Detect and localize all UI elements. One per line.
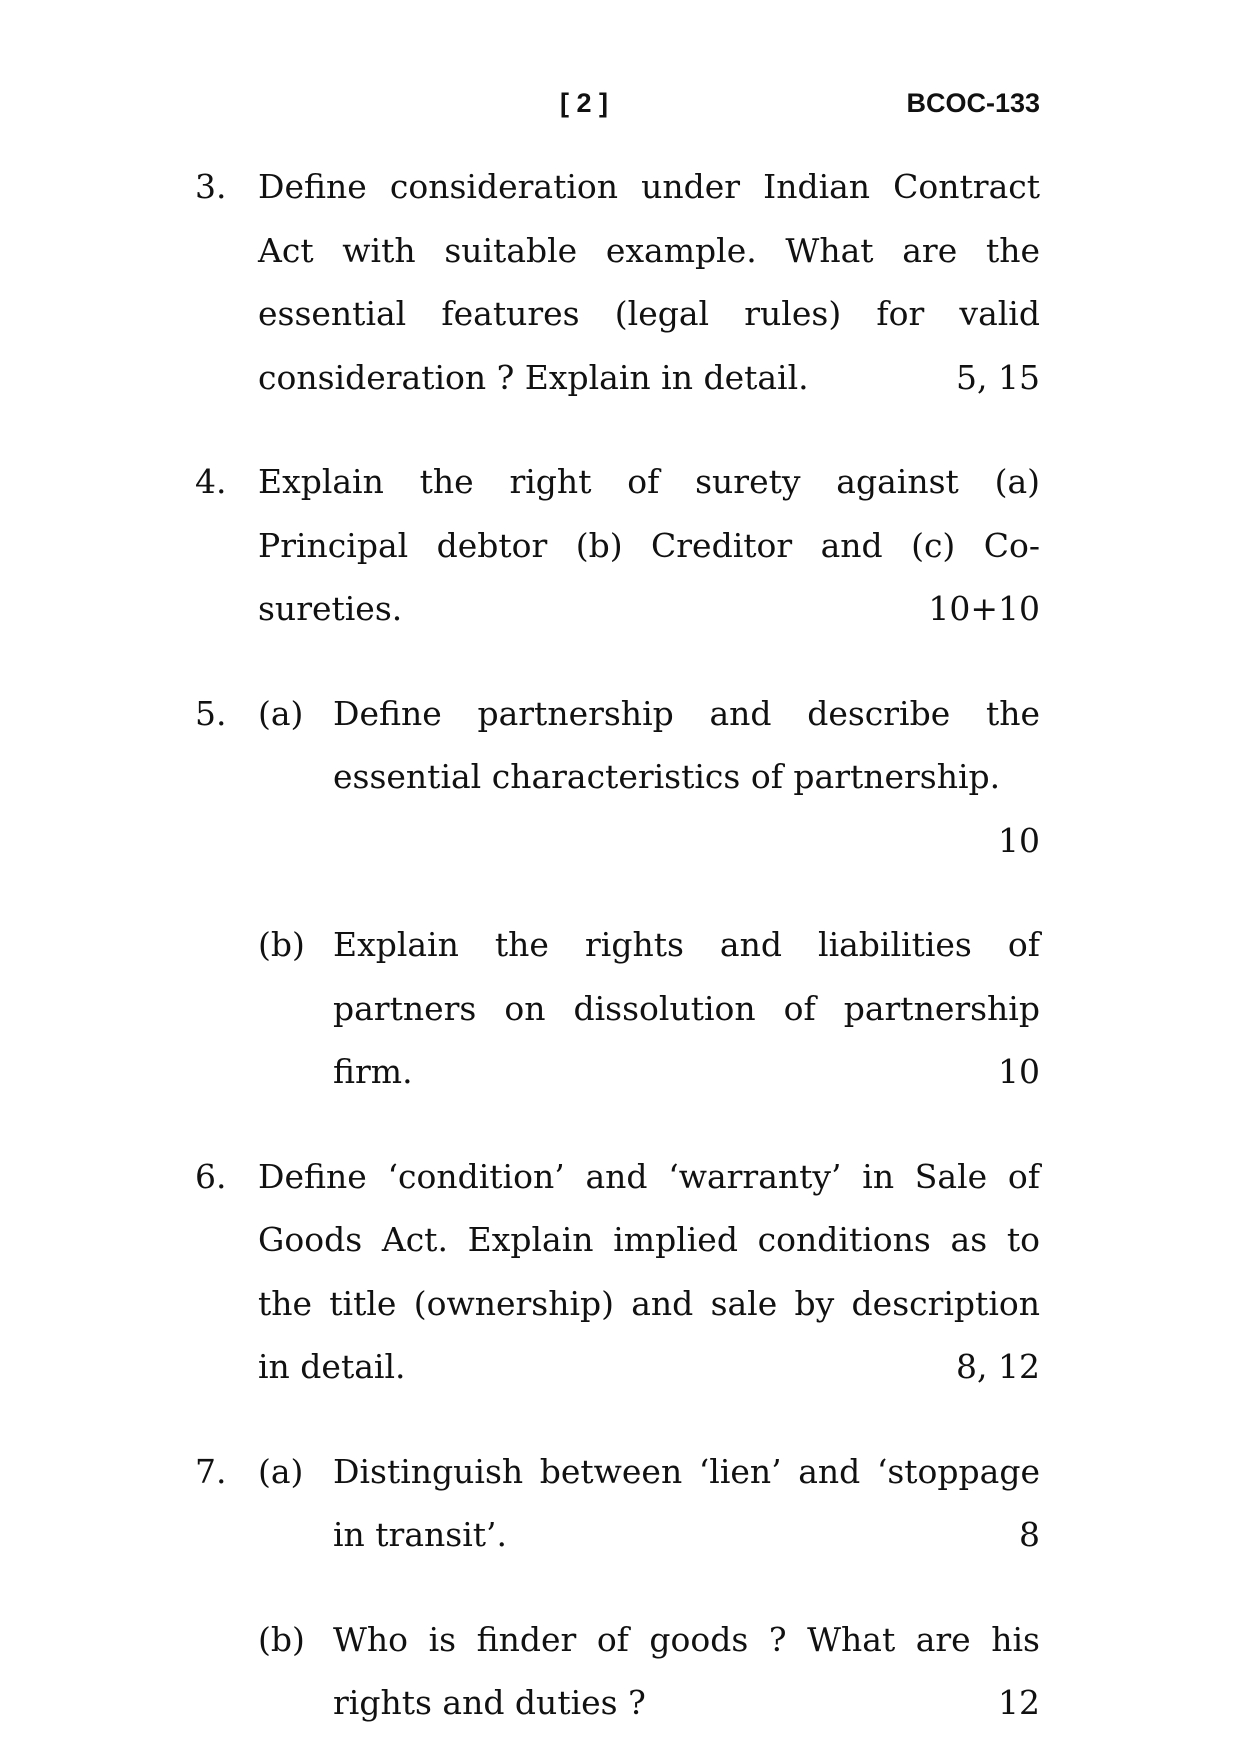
question-3 [195,155,1040,409]
part-marks: 8 [1019,1515,1040,1554]
question-body [258,1145,1040,1399]
question-body [258,450,1040,641]
part-text-block [333,682,1040,873]
question-body [258,682,1040,1104]
question-body [258,1440,1040,1735]
question-part [258,682,1040,873]
question-marks: 10+10 [928,589,1040,628]
question-marks: 8, 12 [956,1347,1040,1386]
question-6 [195,1145,1040,1399]
question-part [258,1440,1040,1567]
part-label: (b) [258,1619,305,1659]
part-label: (b) [258,925,305,964]
question-text: Explain the right of surety against (a) Principal debtor (b) Creditor and (c) Co-sureties. [258,462,1040,628]
question-4 [195,450,1040,641]
question-list [195,155,1040,1735]
question-number: 6. [195,1156,227,1196]
part-label: (a) [258,693,304,733]
course-code: BCOC-133 [906,88,1040,118]
question-text-block [258,155,1040,409]
question-text: Define ‘condition’ and ‘warranty’ in Sale of Goods Act. Explain implied conditions as to the title (ownership) and sale by description in detail. [258,1156,1040,1386]
question-text: Define consideration under Indian Contract Act with suitable example. What are the essential features (legal rules) for valid consideration ? Explain in detail. [258,167,1040,397]
question-text-block [258,450,1040,641]
part-text: Distinguish between ‘lien’ and ‘stoppage in transit’. [333,1451,1040,1554]
question-body [258,155,1040,409]
part-text-block [333,913,1040,1104]
part-marks: 10 [998,1052,1040,1091]
part-text: Who is finder of goods ? What are his rights and duties ? [333,1619,1040,1722]
part-text-block [333,1440,1040,1567]
page-header [0,88,1241,128]
question-number: 4. [195,462,227,501]
part-label: (a) [258,1451,304,1491]
question-part [258,913,1040,1104]
part-text: Define partnership and describe the essential characteristics of partnership. [333,693,1040,796]
question-part [258,1608,1040,1735]
part-text: Explain the rights and liabilities of partners on dissolution of partnership firm. [333,925,1040,1091]
question-7 [195,1440,1040,1735]
part-marks: 10 [998,820,1040,860]
question-5 [195,682,1040,1104]
part-marks: 12 [998,1683,1040,1722]
part-text-block [333,1608,1040,1735]
question-number: 5. [195,693,227,733]
question-number: 3. [195,167,227,206]
page-number: [ 2 ] [560,88,609,118]
question-text-block [258,1145,1040,1399]
question-number: 7. [195,1451,227,1491]
question-marks: 5, 15 [956,357,1040,397]
